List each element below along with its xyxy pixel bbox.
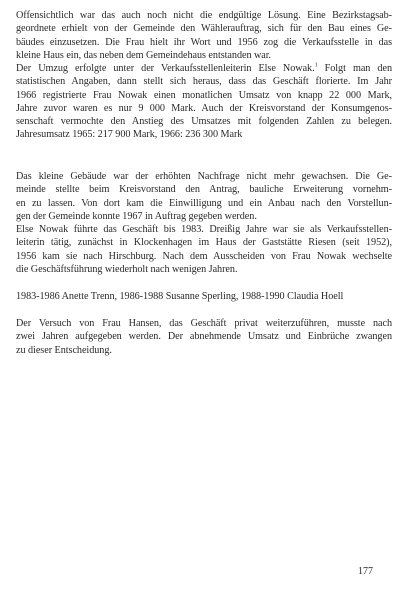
text-line: Jahre zuvor waren es nur 9 000 Mark. Auch der Kreisvorstand der Konsumgenos- — [16, 102, 392, 114]
paragraph-4 — [16, 290, 392, 303]
text-line: senschaft vermochte den Anstieg des Umsatzes mit folgenden Zahlen zu belegen. — [16, 116, 392, 128]
text-line: die Geschäftsführung wiederholt nach wenigen Jahren. — [16, 264, 238, 276]
footnote-marker: 1 — [314, 62, 318, 69]
paragraph-3 — [16, 170, 392, 276]
page-number: 177 — [358, 566, 373, 577]
text-line: Else Nowak führte das Geschäft bis 1983. Dreißig Jahre war sie als Verkaufsstellen- — [16, 224, 392, 236]
text-line: zu dieser Entscheidung. — [16, 344, 112, 356]
text-line: geordnete erhielt von der Gemeinde den Wählerauftrag, sich für den Bau eines Ge- — [16, 23, 392, 35]
text-line: en zu lassen. Von dort kam die Einwilligung und ein Anbau nach den Vorstellun- — [16, 197, 392, 209]
text-line: Der Versuch von Frau Hansen, das Geschäft privat weiterzuführen, musste nach — [16, 318, 392, 329]
paragraph-1 — [16, 9, 392, 62]
text-line: bäudes einzusetzen. Die Frau hielt ihr Wort und 1956 zog die Verkaufsstelle in das — [16, 36, 392, 48]
text-line: Offensichtlich war das auch noch nicht die endgültige Lösung. Eine Bezirkstagsab- — [16, 10, 392, 21]
text-line: 1966 registrierte Frau Nowak einen monatlichen Umsatz von knapp 22 000 Mark, — [16, 89, 392, 101]
text-line: 1956 kam sie nach Hirschburg. Nach dem Ausscheiden von Frau Nowak wechselte — [16, 250, 392, 262]
text-line-end: Folgt man den — [317, 63, 392, 74]
text-line: 1983-1986 Anette Trenn, 1986-1988 Susanne Sperling, 1988-1990 Claudia Hoell — [16, 291, 344, 302]
text-line-start: Der Umzug erfolgte unter der Verkaufsstellenleiterin Else Nowak. — [16, 63, 315, 74]
text-line: Das kleine Gebäude war der erhöhten Nachfrage nicht mehr gewachsen. Die Ge- — [16, 171, 392, 182]
text-line: meinde stellte beim Kreisvorstand den Antrag, bauliche Erweiterung vornehm- — [16, 184, 392, 196]
paragraph-5 — [16, 317, 392, 357]
text-line: gen der Gemeinde konnte 1967 in Auftrag gegeben werden. — [16, 210, 257, 222]
paragraph-2 — [16, 62, 392, 142]
text-line: statistischen Angaben, dann stellt sich heraus, dass das Geschäft florierte. Im Jahr — [16, 76, 392, 88]
text-line: leiterin tätig, zunächst in Klockenhagen im Haus der Gaststätte Riesen (seit 1952), — [16, 237, 392, 249]
text-line: kleine Haus ein, das neben dem Gemeindehaus entstanden war. — [16, 49, 272, 61]
text-line: Jahresumsatz 1965: 217 900 Mark, 1966: 236 300 Mark — [16, 129, 243, 141]
text-line: zwei Jahren aufgegeben werden. Der abnehmende Umsatz und Einbrüche zwangen — [16, 331, 392, 343]
text-line — [16, 62, 392, 75]
